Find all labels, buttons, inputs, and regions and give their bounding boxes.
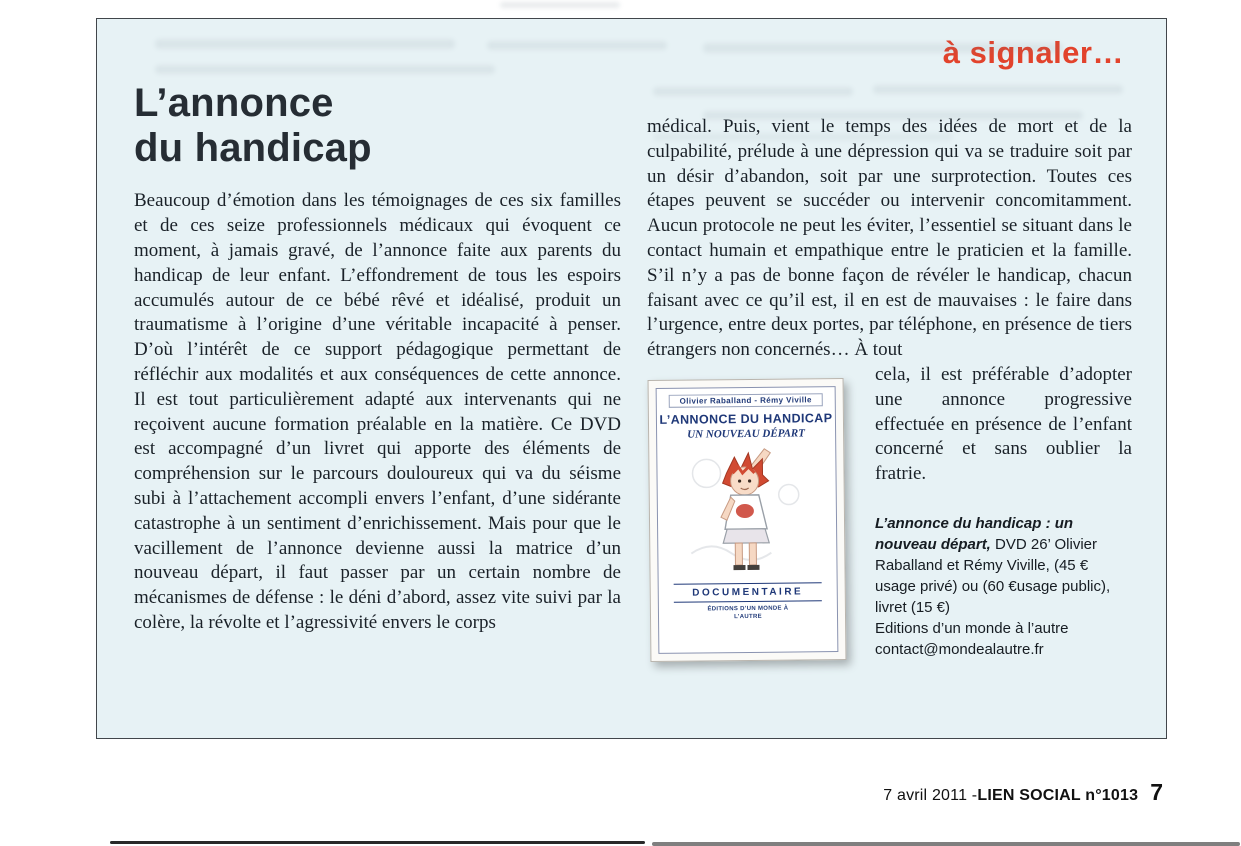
media-block <box>647 363 1132 660</box>
page-footer <box>883 779 1163 806</box>
caption-details: DVD 26’ Olivier Raballand et Rémy Viville, (45 € usage privé) ou (60 €usage public), livret (15 €) <box>875 535 1111 616</box>
article-paragraph-left: Beaucoup d’émotion dans les témoignages de ces six familles et de ces seize professionnels médicaux qui évoquent ce moment, à jamais gravé, de l’annonce faite aux parents du handicap de leur enfant. L’effondrement de tous les espoirs accumulés autour de ce bébé rêvé et idéalisé, produit un traumatisme à l’origine d’une véritable incapacité à penser. D’où l’intérêt de ce support pédagogique permettant de réfléchir aux modalités et aux conséquences de cette annonce. Il est tout particulièrement adapté aux intervenants qui ne reçoivent aucune formation préalable en la matière. Ce DVD est accompagné d’un livret qui apporte des éléments de compréhension sur le parcours douloureux qui va du séisme subi à l’attachement accompli envers l’enfant, d’une sidérante catastrophe à un sentiment d’enrichissement. Mais pour que le vacillement de l’annonce devienne aussi la matrice d’un nouveau départ, il faut passer par un certain nombre de mécanismes de défense : le déni d’abord, assez vite suivi par la colère, la révolte et l’agressivité envers le corps <box>134 190 621 633</box>
article-title-line2: du handicap <box>134 126 372 171</box>
footer-date: 7 avril 2011 - <box>883 787 978 804</box>
footer-page-number: 7 <box>1150 779 1163 805</box>
dvd-illustration <box>682 442 811 581</box>
dvd-cover-card <box>648 378 847 662</box>
dvd-caption <box>875 513 1132 660</box>
section-flag: à signaler… <box>942 35 1124 70</box>
left-column <box>134 75 621 661</box>
article-title <box>134 81 621 171</box>
dvd-title: L’ANNONCE DU HANDICAP <box>659 411 833 427</box>
scan-edge-artifact <box>110 841 645 844</box>
caption-title: L’annonce du handicap : un nouveau départ, <box>875 514 1074 553</box>
dvd-subtitle: UN NOUVEAU DÉPART <box>687 427 806 441</box>
caption-email: contact@mondealautre.fr <box>875 640 1044 658</box>
article-columns <box>97 71 1166 661</box>
dvd-cover-inner <box>656 386 839 654</box>
scan-edge-artifact <box>652 842 1240 846</box>
dvd-authors: Olivier Raballand - Rémy Viville <box>668 393 823 408</box>
caption-publisher: Editions d’un monde à l’autre <box>875 619 1069 637</box>
dvd-genre: DOCUMENTAIRE <box>674 582 822 603</box>
article-paragraph-right-wrapped: cela, il est préférable d’adopter une annonce progressive effectuée en présence de l’enfant concerné et sans oublier la fratrie. <box>875 363 1132 485</box>
article-paragraph-right-top: médical. Puis, vient le temps des idées de mort et de la culpabilité, prélude à une dépression qui va se traduire soit par un désir d’abandon, soit par une surprotection. Toutes ces étapes peuvent se succéder ou intervenir concomitamment. Aucun protocole ne peut les éviter, l’essentiel se situant dans le contact humain et empathique entre le praticien et la famille. S’il n’y a pas de bonne façon de révéler le handicap, chacun faisant avec ce qu’il est, il en est de mauvaises : le faire dans l’urgence, entre deux portes, par téléphone, en présence de tiers étrangers non concernés… À tout <box>647 116 1132 361</box>
article-title-line1: L’annonce <box>134 81 334 125</box>
dvd-cover <box>647 379 859 661</box>
scan-smudge <box>500 2 620 8</box>
footer-issue: LIEN SOCIAL n°1013 <box>977 787 1139 804</box>
dvd-publisher-logo: ÉDITIONS D’UN MONDE À L’AUTRE <box>707 605 789 620</box>
right-column <box>647 75 1132 661</box>
article-panel <box>96 18 1167 739</box>
